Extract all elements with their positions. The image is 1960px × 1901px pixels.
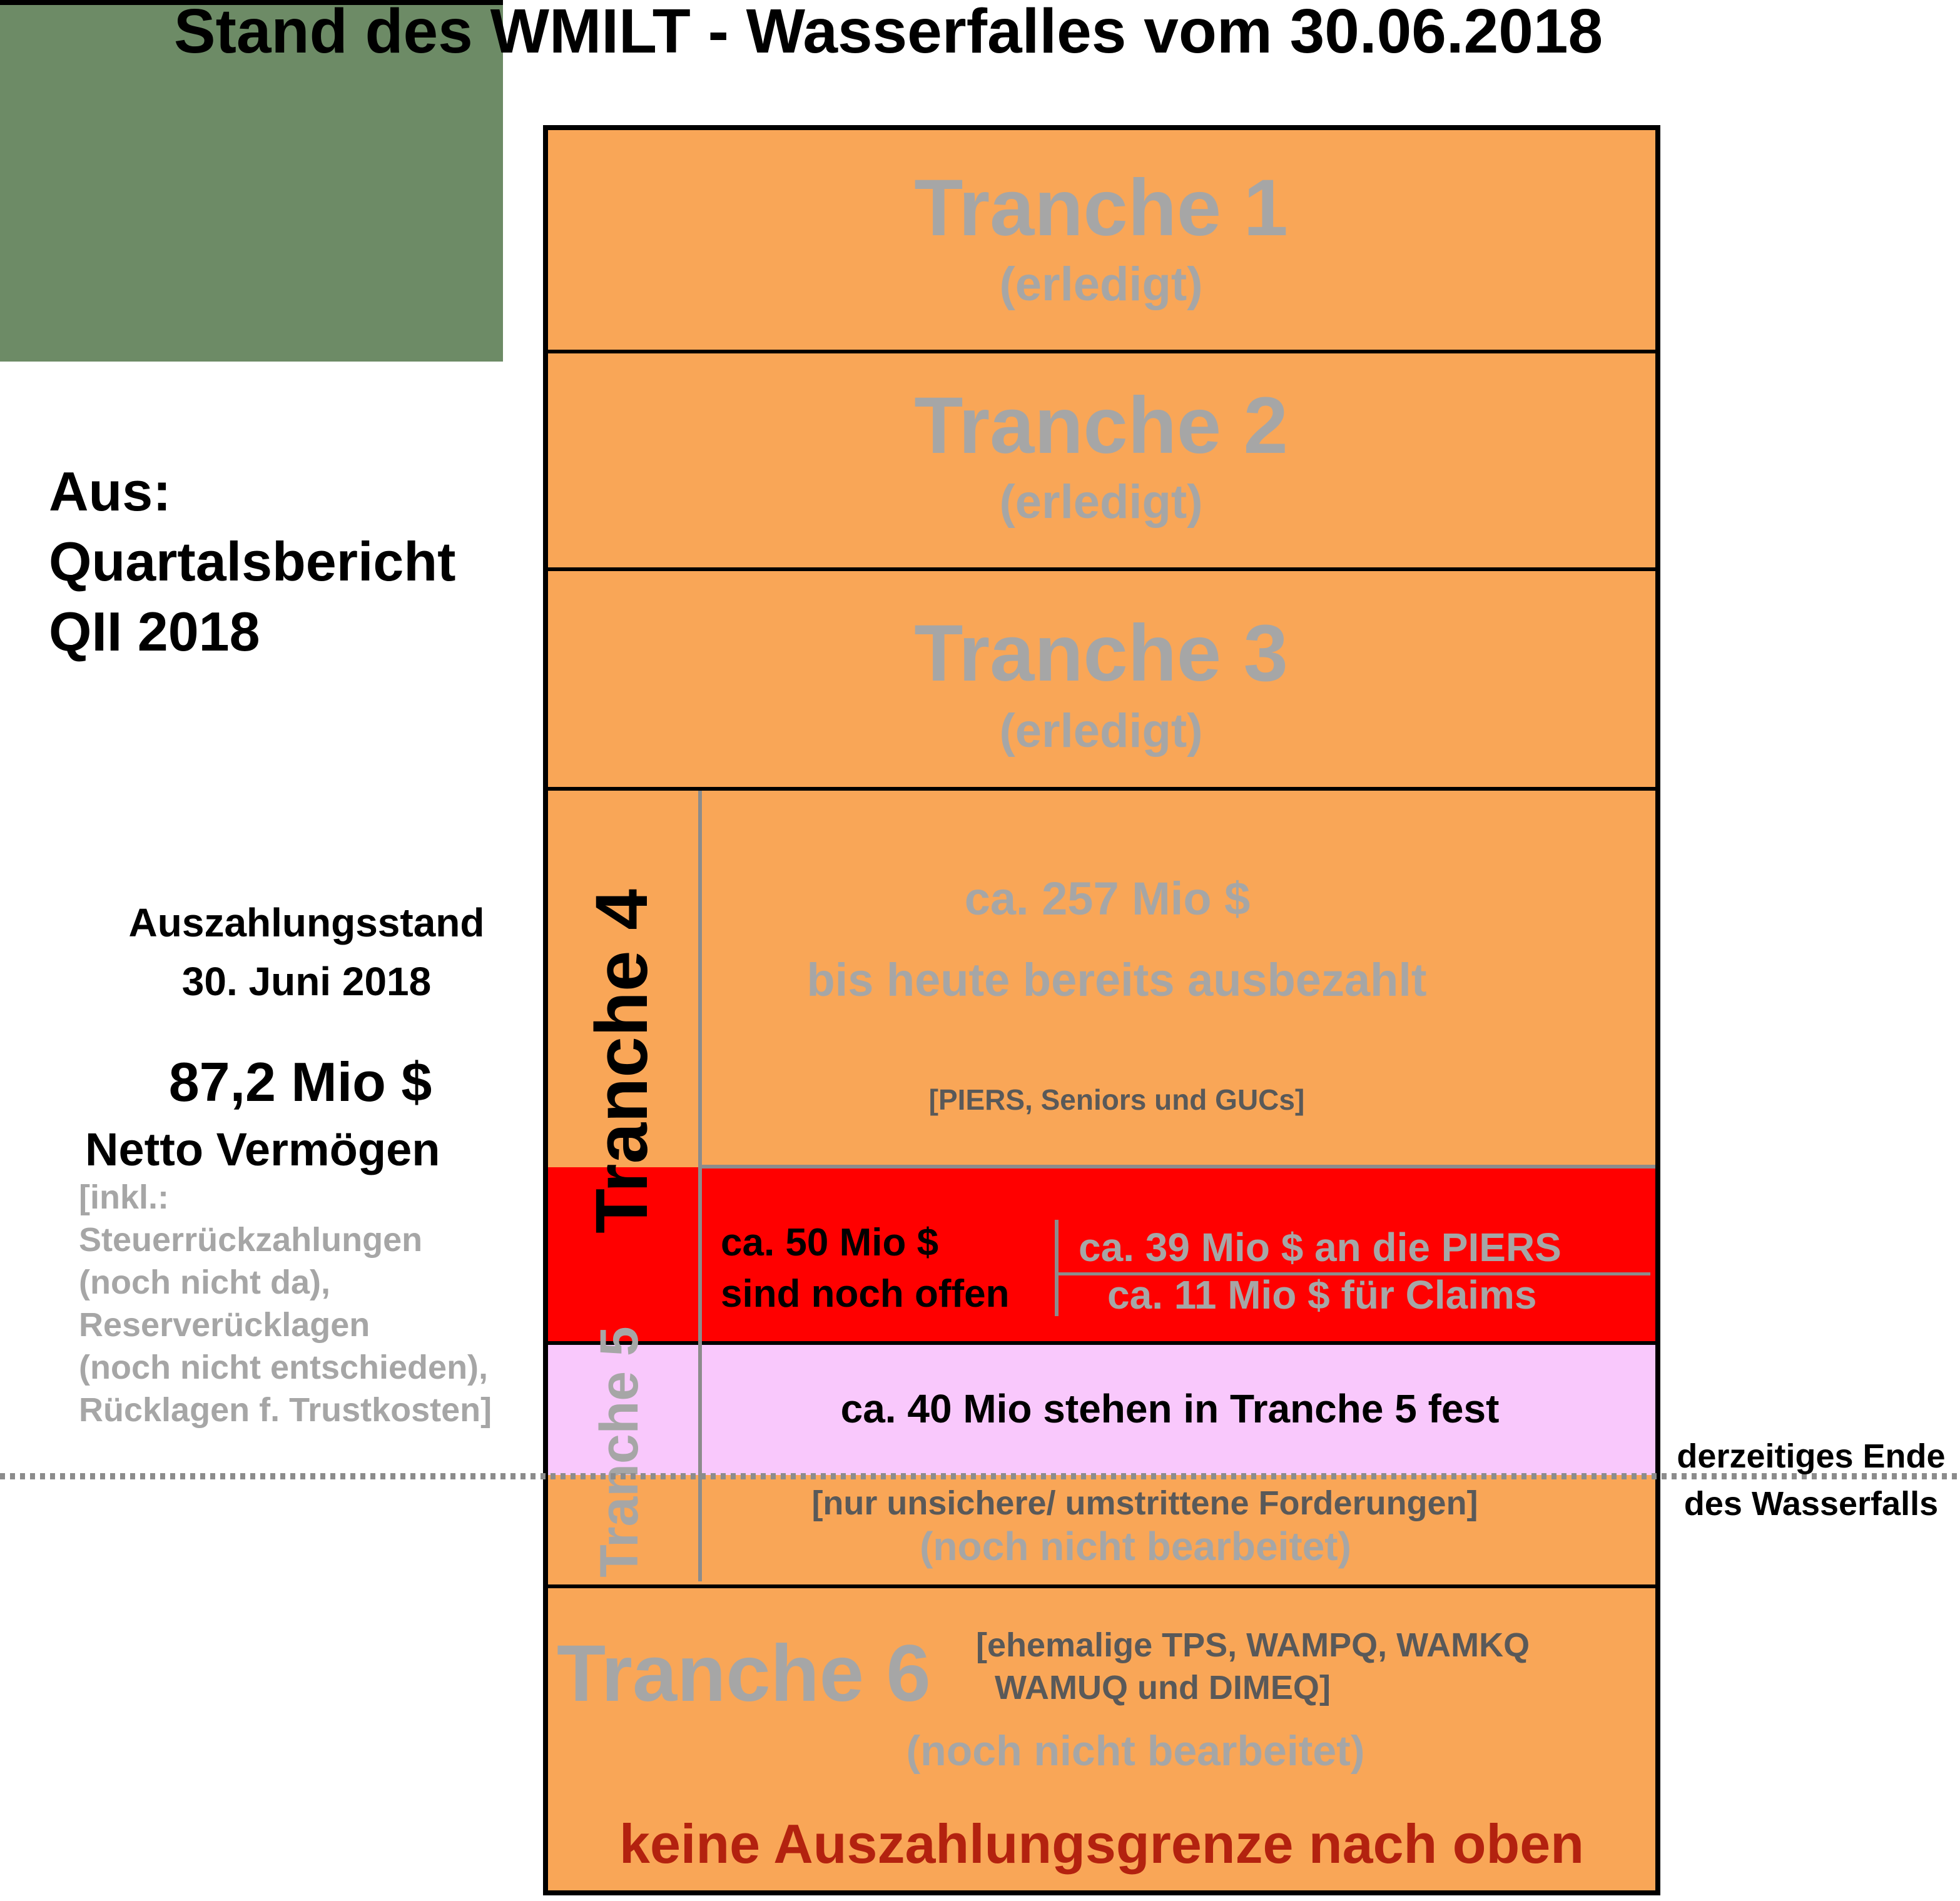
source-line-3: QII 2018 (49, 601, 260, 662)
tranche-2-status: (erledigt) (999, 475, 1203, 529)
tranche-4-label: Tranche 4 (581, 889, 663, 1234)
net-assets-detail: [inkl.: Steuerrückzahlungen (noch nicht da), Reserverücklagen (noch nicht entschieden), Rücklagen f. Trustkosten] (79, 1179, 492, 1429)
tranche-6-status: (noch nicht bearbeitet) (906, 1727, 1365, 1775)
tranche-4-open-claims: ca. 11 Mio $ für Claims (1107, 1272, 1537, 1317)
tranche-4-paid-amount: ca. 257 Mio $ (964, 873, 1251, 925)
waterfall-end-line-2: des Wasserfalls (1683, 1485, 1939, 1523)
tranche-1-status: (erledigt) (999, 258, 1203, 311)
page-title: Stand des WMILT - Wasserfalles vom 30.06.2018 (173, 0, 1603, 66)
tranche-6-entities: [ehemalige TPS, WAMPQ, WAMKQ WAMUQ und DIMEQ] (976, 1626, 1530, 1706)
waterfall-end-line-1: derzeitiges Ende (1677, 1437, 1946, 1475)
tranche-2-title: Tranche 2 (914, 381, 1288, 470)
tranche-3-title: Tranche 3 (914, 609, 1288, 698)
source-line-2: Quartalsbericht (49, 530, 456, 592)
tranche-4-open-amount: ca. 50 Mio $ sind noch offen (721, 1221, 1010, 1315)
tranche-4-paid-description: bis heute bereits ausbezahlt (806, 954, 1427, 1006)
tranche-5-fixed-amount: ca. 40 Mio stehen in Tranche 5 fest (840, 1386, 1500, 1431)
tranche-4-paid-recipients: [PIERS, Seniors und GUCs] (928, 1083, 1305, 1116)
tranche-5-status: (noch nicht bearbeitet) (920, 1524, 1351, 1569)
tranche-6-title: Tranche 6 (557, 1629, 931, 1718)
source-note (49, 457, 455, 667)
net-assets-amount: 87,2 Mio $ (168, 1051, 432, 1113)
net-assets-title: Netto Vermögen (85, 1123, 440, 1175)
tranche-4-open-piers: ca. 39 Mio $ an die PIERS (1079, 1225, 1561, 1270)
payout-status-line-2: 30. Juni 2018 (181, 959, 432, 1004)
no-payout-limit-note: keine Auszahlungsgrenze nach oben (619, 1813, 1584, 1875)
payout-status-label (88, 893, 526, 1011)
payout-status-line-1: Auszahlungsstand (128, 900, 485, 945)
waterfall-end-label (1664, 1432, 1958, 1528)
source-line-1: Aus: (49, 460, 171, 522)
tranche-1-title: Tranche 1 (914, 163, 1288, 253)
tranche-5-uncertain-claims: [nur unsichere/ umstrittene Forderungen] (811, 1484, 1478, 1522)
tranche-3-status: (erledigt) (999, 704, 1203, 758)
tranche-5-label: Tranche 5 (589, 1326, 649, 1578)
